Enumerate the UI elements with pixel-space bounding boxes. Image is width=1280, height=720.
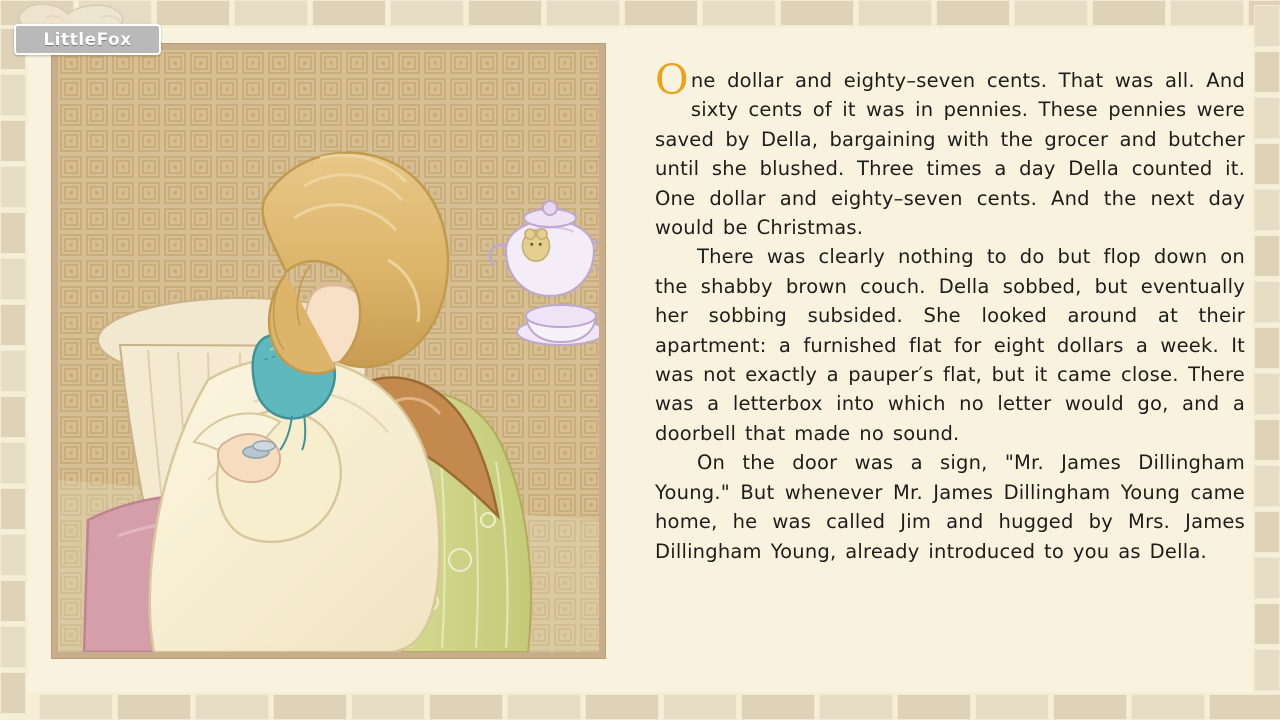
border-brick (897, 694, 971, 720)
border-brick (39, 694, 113, 720)
border-brick (0, 258, 26, 300)
border-brick (975, 694, 1049, 720)
border-brick (663, 694, 737, 720)
border-brick (702, 0, 776, 26)
border-brick (1254, 327, 1280, 369)
border-brick (351, 694, 425, 720)
border-brick (858, 0, 932, 26)
border-brick (507, 694, 581, 720)
border-brick (1014, 0, 1088, 26)
border-brick (546, 0, 620, 26)
border-brick (0, 350, 26, 392)
border-brick (1254, 649, 1280, 691)
illustration-artwork (58, 50, 599, 652)
border-brick (1254, 189, 1280, 231)
border-brick (1131, 694, 1205, 720)
border-brick (234, 0, 308, 26)
border-brick (1254, 143, 1280, 185)
border-brick (585, 694, 659, 720)
border-brick (1254, 557, 1280, 599)
border-brick (1254, 235, 1280, 277)
border-brick (0, 212, 26, 254)
border-brick (741, 694, 815, 720)
border-brick (1170, 0, 1244, 26)
story-text-column (655, 56, 1245, 666)
border-brick (117, 694, 191, 720)
story-illustration (58, 50, 599, 652)
border-brick (273, 694, 347, 720)
paragraph-1 (655, 56, 1245, 242)
paragraph-1-text: ne dollar and eighty–seven cents. That was all. And sixty cents of it was in pennies. These pennies were saved by Della, bargaining with the grocer and butcher until she blushed. Three times a day Della counted it. One dollar and eighty–seven cents. And the next day would be Christmas. (655, 69, 1245, 240)
border-brick (1209, 694, 1280, 720)
paragraph-2: There was clearly nothing to do but flop down on the shabby brown couch. Della sobbed, but eventually her sobbing subsided. She looked around at their apartment: a furnished flat for eight dollars a week. It was not exactly a pauper′s flat, but it came close. There was a letterbox into which no letter would go, and a doorbell that made no sound. (655, 245, 1245, 445)
border-brick (1254, 281, 1280, 323)
border-brick (390, 0, 464, 26)
border-brick (1254, 97, 1280, 139)
drop-cap: O (655, 56, 689, 104)
illustration-frame (52, 44, 605, 658)
border-brick (936, 0, 1010, 26)
border-brick (0, 580, 26, 622)
border-brick (1092, 0, 1166, 26)
paragraph-3: On the door was a sign, "Mr. James Dillingham Young." But whenever Mr. James Dillingham Young came home, he was called Jim and hugged by Mrs. James Dillingham Young, already introduced to you as Della. (655, 451, 1245, 563)
border-brick (0, 672, 26, 714)
border-brick (0, 396, 26, 438)
border-brick (624, 0, 698, 26)
border-brick (468, 0, 542, 26)
border-brick (1254, 373, 1280, 415)
border-brick (1254, 419, 1280, 461)
border-brick (1254, 511, 1280, 553)
border-brick (0, 74, 26, 116)
logo-badge (14, 24, 161, 55)
border-brick (0, 304, 26, 346)
border-brick (819, 694, 893, 720)
border-brick (312, 0, 386, 26)
border-brick (0, 442, 26, 484)
logo-text: LittleFox (43, 29, 132, 50)
border-brick (0, 166, 26, 208)
border-brick (1254, 51, 1280, 93)
border-brick (1254, 465, 1280, 507)
little-fox-logo[interactable] (6, 4, 166, 62)
border-brick (1053, 694, 1127, 720)
border-brick (0, 534, 26, 576)
border-brick (0, 120, 26, 162)
border-brick (0, 626, 26, 668)
border-brick (1254, 5, 1280, 47)
border-brick (429, 694, 503, 720)
border-brick (1254, 603, 1280, 645)
border-brick (156, 0, 230, 26)
border-brick (0, 488, 26, 530)
border-brick (195, 694, 269, 720)
border-brick (780, 0, 854, 26)
